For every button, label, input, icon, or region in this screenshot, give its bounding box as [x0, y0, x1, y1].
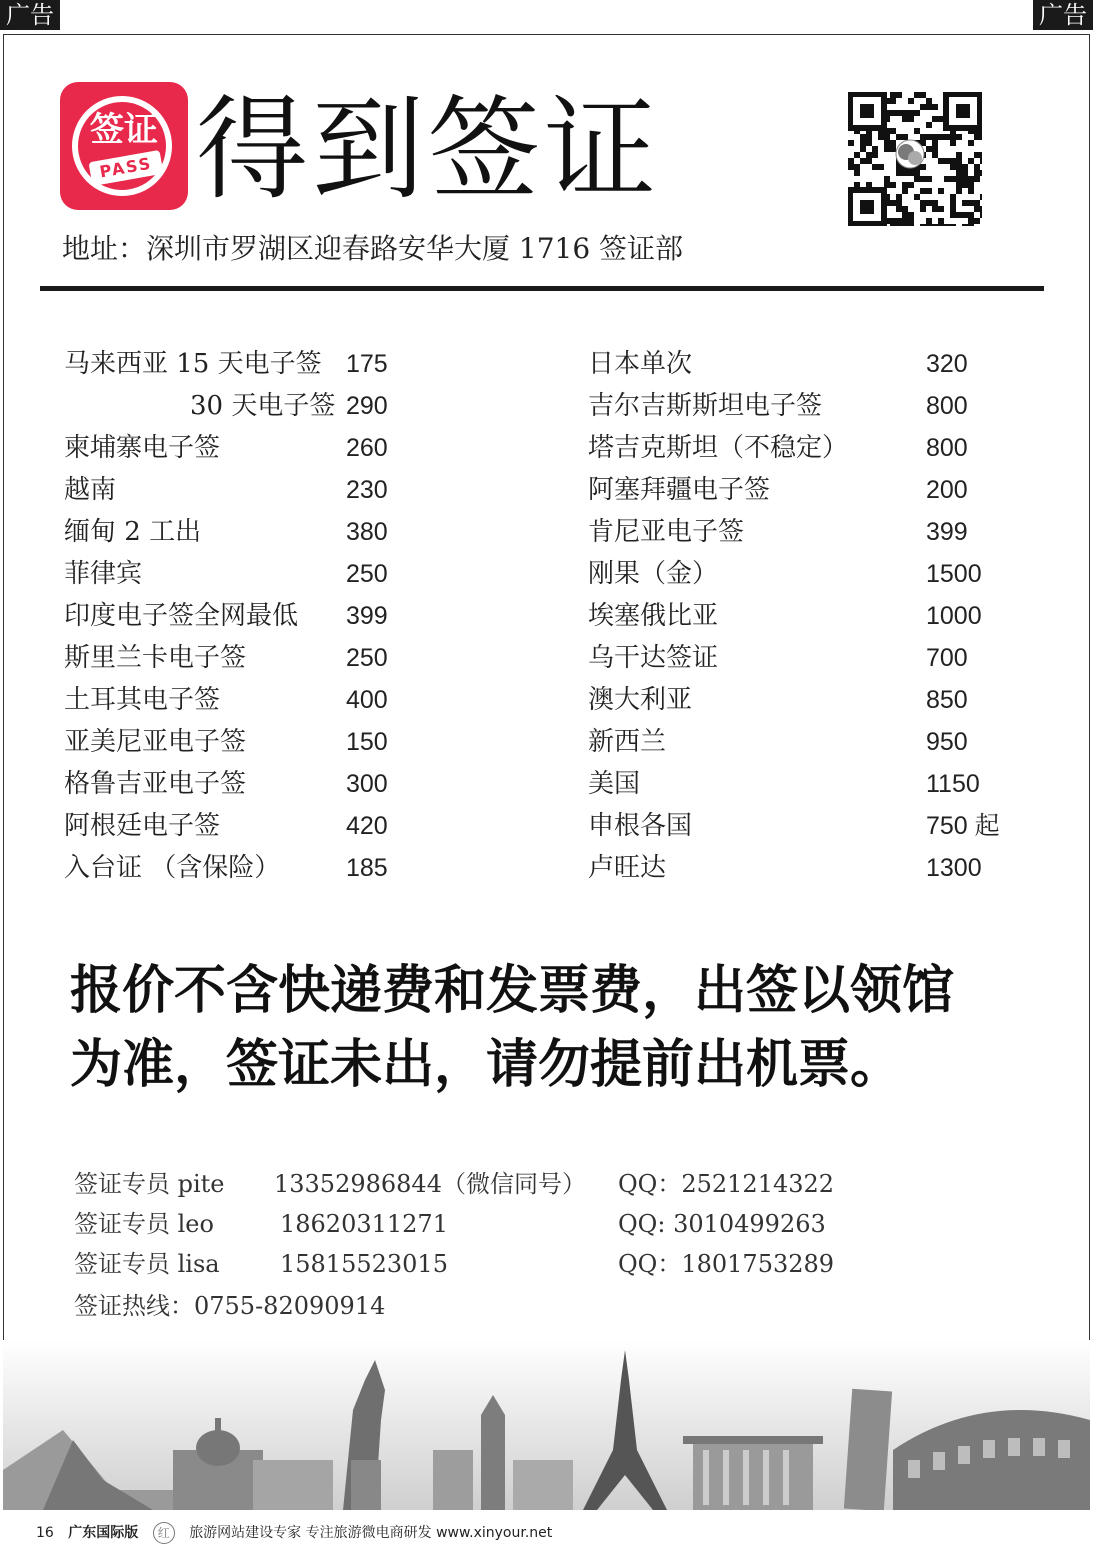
visa-price: 300	[346, 770, 388, 798]
visa-name: 阿根廷电子签	[64, 811, 221, 841]
visa-price: 950	[926, 728, 968, 756]
visa-name: 土耳其电子签	[64, 685, 221, 715]
visa-name: 柬埔寨电子签	[64, 433, 221, 463]
visa-name: 申根各国	[588, 811, 693, 841]
visa-price: 800	[926, 434, 968, 462]
footer-slogan: 旅游网站建设专家 专注旅游微电商研发 www.xinyour.net	[189, 1525, 553, 1541]
visa-price: 750 起	[926, 812, 1000, 840]
visa-price: 700	[926, 644, 968, 672]
visa-name: 肯尼亚电子签	[588, 517, 745, 547]
divider	[40, 286, 1044, 291]
visa-price: 185	[346, 854, 388, 882]
logo-text: 签证	[90, 110, 158, 150]
visa-name: 越南	[64, 475, 117, 505]
visa-name: 新西兰	[588, 727, 667, 757]
contact-qq[interactable]: QQ：1801753289	[618, 1250, 835, 1278]
visa-price: 200	[926, 476, 968, 504]
visa-price: 1300	[926, 854, 982, 882]
visa-price: 260	[346, 434, 388, 462]
visa-name: 塔吉克斯坦（不稳定）	[588, 433, 849, 463]
edition-name: 广东国际版	[68, 1525, 139, 1541]
visa-price: 175	[346, 350, 388, 378]
visa-name: 澳大利亚	[588, 685, 693, 715]
address: 地址：深圳市罗湖区迎春路安华大厦 1716 签证部	[62, 232, 684, 265]
visa-price: 290	[346, 392, 388, 420]
visa-price: 850	[926, 686, 968, 714]
contact-phone[interactable]: 18620311271	[280, 1210, 448, 1238]
visa-price: 420	[346, 812, 388, 840]
visa-name: 马来西亚 15 天电子签	[64, 349, 322, 379]
visa-name: 菲律宾	[64, 559, 143, 589]
visa-name: 刚果（金）	[588, 559, 719, 589]
visa-name: 入台证 （含保险）	[64, 853, 281, 883]
ad-label-right: 广告	[1033, 0, 1093, 30]
visa-price: 399	[926, 518, 968, 546]
visa-name: 亚美尼亚电子签	[64, 727, 247, 757]
visa-name: 卢旺达	[588, 853, 667, 883]
visa-name: 日本单次	[588, 349, 693, 379]
visa-name: 吉尔吉斯斯坦电子签	[588, 391, 823, 421]
visa-name: 斯里兰卡电子签	[64, 643, 247, 673]
red-badge-icon: 红	[153, 1522, 175, 1544]
visa-price: 399	[346, 602, 388, 630]
contact-phone[interactable]: 13352986844（微信同号）	[274, 1170, 586, 1198]
visa-logo	[60, 82, 188, 210]
visa-price: 1150	[926, 770, 980, 798]
visa-name: 美国	[588, 769, 641, 799]
world-landmarks-skyline-image	[3, 1340, 1090, 1510]
contact-qq[interactable]: QQ：2521214322	[618, 1170, 835, 1198]
visa-price: 230	[346, 476, 388, 504]
visa-name: 阿塞拜疆电子签	[588, 475, 771, 505]
ad-label-left: 广告	[0, 0, 60, 30]
visa-price: 400	[346, 686, 388, 714]
wechat-qr-code[interactable]	[848, 92, 982, 226]
page-footer	[36, 1522, 562, 1544]
visa-price: 320	[926, 350, 968, 378]
logo-pass-stamp: PASS	[88, 150, 163, 186]
visa-price: 1500	[926, 560, 982, 588]
page-number: 16	[36, 1525, 54, 1541]
visa-name: 缅甸 2 工出	[64, 517, 202, 547]
contact-phone[interactable]: 15815523015	[280, 1250, 448, 1278]
brand-title: 得到签证	[196, 85, 660, 215]
contact-name: 签证专员 pite	[74, 1170, 225, 1198]
visa-price: 150	[346, 728, 388, 756]
visa-name: 格鲁吉亚电子签	[64, 769, 247, 799]
hotline: 签证热线：0755-82090914	[74, 1292, 386, 1320]
notice-line-1: 报价不含快递费和发票费，出签以领馆	[70, 961, 955, 1021]
visa-price: 250	[346, 560, 388, 588]
notice	[70, 954, 1040, 1102]
notice-line-2: 为准，签证未出，请勿提前出机票。	[70, 1035, 903, 1095]
visa-name: 印度电子签全网最低	[64, 601, 299, 631]
visa-price: 380	[346, 518, 388, 546]
visa-price: 800	[926, 392, 968, 420]
visa-price: 1000	[926, 602, 982, 630]
visa-name: 埃塞俄比亚	[588, 601, 719, 631]
visa-price: 250	[346, 644, 388, 672]
visa-name: 乌干达签证	[588, 643, 719, 673]
contact-qq[interactable]: QQ: 3010499263	[618, 1210, 826, 1238]
contact-name: 签证专员 leo	[74, 1210, 214, 1238]
contact-name: 签证专员 lisa	[74, 1250, 220, 1278]
visa-name: 30 天电子签	[190, 391, 336, 421]
